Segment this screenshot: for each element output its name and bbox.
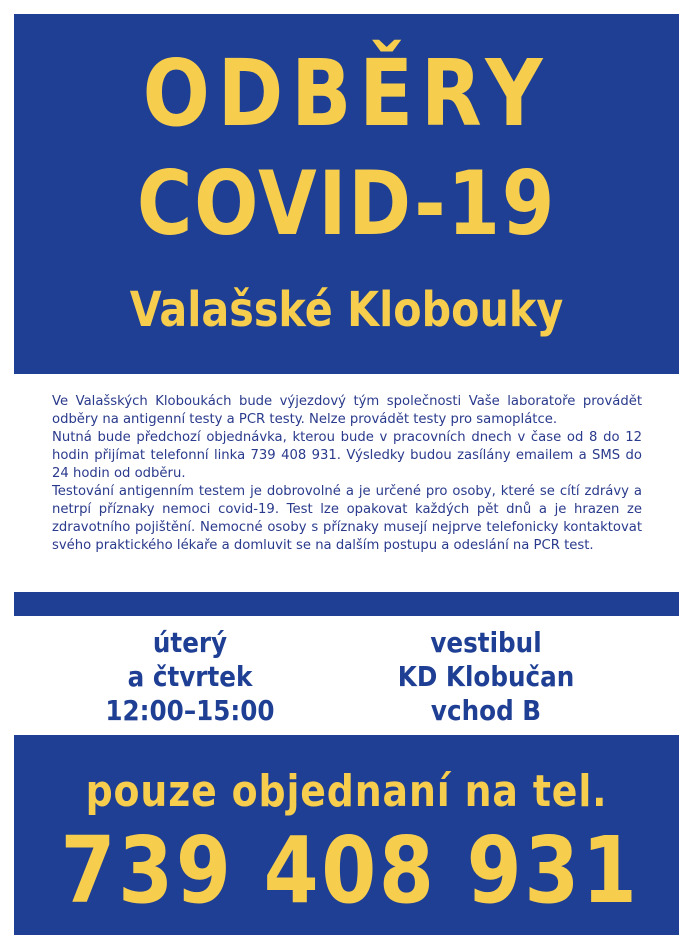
divider-band <box>14 592 679 616</box>
paragraph-2: Nutná bude předchozí objednávka, kterou bude v pracovních dnech v čase od 8 do 12 hodin přijímat telefonní linka 739 408 931. Výsledky budou zasílány emailem a SMS do 24 hodin od odběru. <box>52 430 642 481</box>
place-block <box>336 626 636 728</box>
place-line-3: vchod B <box>430 694 542 727</box>
phone-number: 739 408 931 <box>60 817 640 924</box>
location-title: Valašské Klobouky <box>129 282 564 338</box>
paragraph-3: Testování antigenním testem je dobrovolné a je určené pro osoby, které se cítí zdrávy a netrpí příznaky nemoci covid-19. Test lze opakovat každých pět dnů a je hrazen ze zdravotního pojištění. Nemocné osoby s příznaky musejí nejprve telefonicky kontaktovat svého praktického lékaře a domluvit se na dalším postupu a odeslání na PCR test. <box>52 484 642 553</box>
order-note: pouze objednaní na tel. <box>85 766 608 817</box>
schedule-days-2: a čtvrtek <box>127 660 253 693</box>
schedule-days-1: úterý <box>152 626 228 659</box>
schedule-time: 12:00–15:00 <box>105 694 275 727</box>
place-line-2: KD Klobučan <box>397 660 575 693</box>
schedule-block <box>40 626 340 728</box>
title-line-1: ODBĚRY <box>142 40 551 147</box>
paragraph-1: Ve Valašských Kloboukách bude výjezdový tým společnosti Vaše laboratoře provádět odběry na antigenní testy a PCR testy. Nelze provádět testy pro samoplátce. <box>52 394 642 427</box>
info-paragraphs <box>52 393 642 555</box>
title-line-2: COVID-19 <box>136 152 557 255</box>
place-line-1: vestibul <box>430 626 542 659</box>
